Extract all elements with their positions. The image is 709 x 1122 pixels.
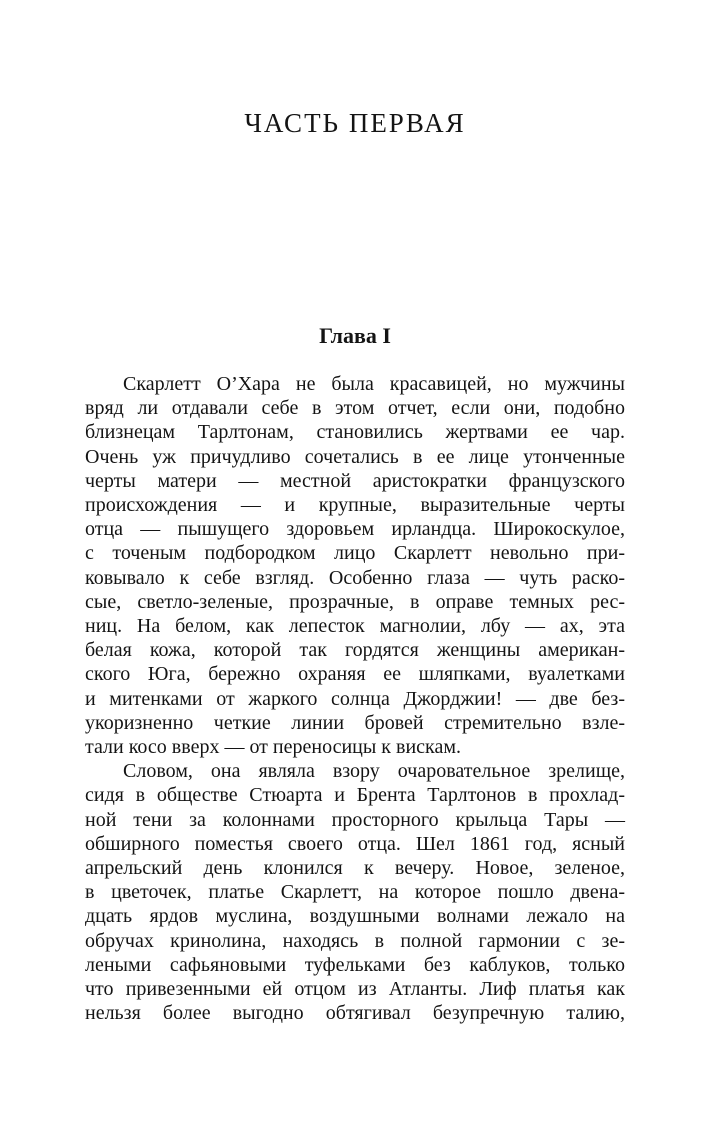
text-line: ского Юга, бережно охраняя ее шляпками, вуалетками <box>85 663 625 686</box>
text-line: с точеным подбородком лицо Скарлетт невольно при- <box>85 542 625 565</box>
paragraph <box>85 372 625 759</box>
part-title: ЧАСТЬ ПЕРВАЯ <box>244 108 466 138</box>
text-line: леными сафьяновыми туфельками без каблуков, только <box>85 953 625 976</box>
text-line: сые, светло-зеленые, прозрачные, в оправе темных рес- <box>85 590 625 613</box>
text-line: укоризненно четкие линии бровей стремительно взле- <box>85 711 625 734</box>
text-line: вряд ли отдавали себе в этом отчет, если они, подобно <box>85 397 625 420</box>
text-line: апрельский день клонился к вечеру. Новое, зеленое, <box>85 857 625 880</box>
text-line: Словом, она являла взору очаровательное зрелище, <box>123 760 625 783</box>
text-line: тали косо вверх — от переносицы к вискам. <box>85 736 461 759</box>
chapter-title: Глава I <box>319 323 391 348</box>
paragraph <box>85 759 625 1025</box>
text-line: белая кожа, которой так гордятся женщины американ- <box>85 639 625 662</box>
text-line: обручах кринолина, находясь в полной гармонии с зе- <box>85 929 625 952</box>
text-line: Скарлетт О’Хара не была красавицей, но мужчины <box>123 373 625 395</box>
text-line: близнецам Тарлтонам, становились жертвами ее чар. <box>85 421 625 444</box>
text-line: происхождения — и крупные, выразительные черты <box>85 494 625 517</box>
text-line: дцать ярдов муслина, воздушными волнами лежало на <box>85 905 625 928</box>
text-line: Очень уж причудливо сочетались в ее лице утонченные <box>85 445 625 468</box>
text-line: в цветочек, платье Скарлетт, на которое пошло двена- <box>85 881 625 904</box>
text-line: ковывало к себе взгляд. Особенно глаза — чуть раско- <box>85 566 625 589</box>
text-line: ниц. На белом, как лепесток магнолии, лбу — ах, эта <box>85 615 625 638</box>
text-line: и митенками от жаркого солнца Джорджии! — две без- <box>85 687 625 710</box>
text-line: ной тени за колоннами просторного крыльца Тары — <box>85 808 625 831</box>
text-line: что привезенными ей отцом из Атланты. Лиф платья как <box>85 978 625 1001</box>
text-line: нельзя более выгодно обтягивал безупречную талию, <box>85 1002 625 1025</box>
body-text <box>85 372 625 1025</box>
text-line: обширного поместья своего отца. Шел 1861 год, ясный <box>85 832 625 855</box>
text-line: сидя в обществе Стюарта и Брента Тарлтонов в прохлад- <box>85 784 625 807</box>
text-line: отца — пышущего здоровьем ирландца. Широкоскулое, <box>85 518 625 541</box>
text-line: черты матери — местной аристократки французского <box>85 469 625 492</box>
